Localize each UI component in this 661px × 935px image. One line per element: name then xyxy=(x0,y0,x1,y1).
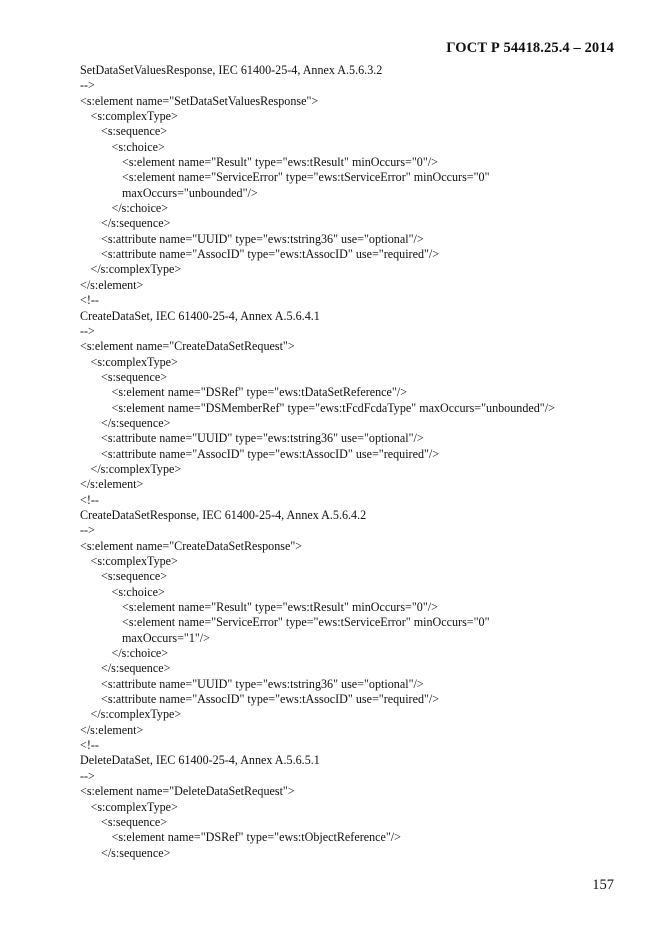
code-line: <s:element name="Result" type="ews:tResult" minOccurs="0"/> xyxy=(122,155,438,170)
code-line: <s:element name="DSRef" type="ews:tDataSetReference"/> xyxy=(111,385,408,400)
code-line: DeleteDataSet, IEC 61400-25-4, Annex A.5.6.5.1 xyxy=(80,753,320,768)
code-line: --> xyxy=(80,523,95,538)
code-line: <s:sequence> xyxy=(101,814,168,829)
code-line: </s:sequence> xyxy=(101,661,171,676)
code-line: </s:sequence> xyxy=(101,216,171,231)
code-line: maxOccurs="1"/> xyxy=(122,630,210,645)
code-line: </s:element> xyxy=(80,722,144,737)
code-line: <s:element name="DeleteDataSetRequest"> xyxy=(80,784,295,799)
code-line: </s:complexType> xyxy=(90,707,182,722)
code-line: --> xyxy=(80,323,95,338)
code-line: <s:complexType> xyxy=(90,554,178,568)
code-line: </s:complexType> xyxy=(90,262,182,277)
code-line: <s:attribute name="AssocID" type="ews:tAssocID" use="required"/> xyxy=(101,692,440,707)
code-line: <!-- xyxy=(80,492,99,507)
document-standard-header: ГОСТ Р 54418.25.4 – 2014 xyxy=(446,40,614,56)
code-line: <s:sequence> xyxy=(101,124,168,139)
code-line: </s:element> xyxy=(80,277,144,292)
page-number: 157 xyxy=(592,877,614,893)
code-line: </s:sequence> xyxy=(101,845,171,860)
code-line: <s:attribute name="AssocID" type="ews:tAssocID" use="required"/> xyxy=(101,247,440,262)
code-line: <s:choice> xyxy=(111,584,165,599)
xml-schema-listing xyxy=(80,63,640,861)
code-line: </s:choice> xyxy=(111,201,169,216)
code-line: --> xyxy=(80,768,95,783)
code-line: <s:sequence> xyxy=(101,569,168,584)
code-line: <s:attribute name="AssocID" type="ews:tAssocID" use="required"/> xyxy=(101,446,440,461)
code-line: </s:element> xyxy=(80,477,144,492)
code-line: </s:sequence> xyxy=(101,415,171,430)
code-line: <s:element name="CreateDataSetRequest"> xyxy=(80,339,295,354)
code-line: <s:complexType> xyxy=(90,354,178,369)
code-line: <s:element name="DSMemberRef" type="ews:tFcdFcdaType" maxOccurs="unbounded"/> xyxy=(111,400,555,415)
code-line: CreateDataSetResponse, IEC 61400-25-4, Annex A.5.6.4.2 xyxy=(80,507,367,522)
code-line: <!-- xyxy=(80,738,99,753)
code-line: <s:sequence> xyxy=(101,369,168,384)
code-line: SetDataSetValuesResponse, IEC 61400-25-4, Annex A.5.6.3.2 xyxy=(80,63,383,77)
code-line: <!-- xyxy=(80,293,99,308)
code-line: <s:element name="ServiceError" type="ews:tServiceError" minOccurs="0" xyxy=(122,615,490,630)
code-line: </s:choice> xyxy=(111,646,169,661)
code-line: <s:attribute name="UUID" type="ews:tstring36" use="optional"/> xyxy=(101,431,424,446)
code-line: maxOccurs="unbounded"/> xyxy=(122,185,258,200)
code-line: <s:element name="SetDataSetValuesResponse"> xyxy=(80,93,319,108)
code-line: <s:element name="CreateDataSetResponse"> xyxy=(80,538,303,553)
code-line: </s:complexType> xyxy=(90,461,182,476)
code-line: --> xyxy=(80,78,95,93)
code-line: <s:element name="DSRef" type="ews:tObjectReference"/> xyxy=(111,830,401,845)
code-line: <s:complexType> xyxy=(90,799,178,814)
code-line: <s:element name="ServiceError" type="ews:tServiceError" minOccurs="0" xyxy=(122,170,490,185)
code-line: <s:complexType> xyxy=(90,109,178,124)
code-line: <s:attribute name="UUID" type="ews:tstring36" use="optional"/> xyxy=(101,231,424,246)
code-line: <s:choice> xyxy=(111,139,165,154)
code-line: <s:element name="Result" type="ews:tResult" minOccurs="0"/> xyxy=(122,600,438,615)
code-line: <s:attribute name="UUID" type="ews:tstring36" use="optional"/> xyxy=(101,676,424,691)
code-line: CreateDataSet, IEC 61400-25-4, Annex A.5.6.4.1 xyxy=(80,308,320,323)
